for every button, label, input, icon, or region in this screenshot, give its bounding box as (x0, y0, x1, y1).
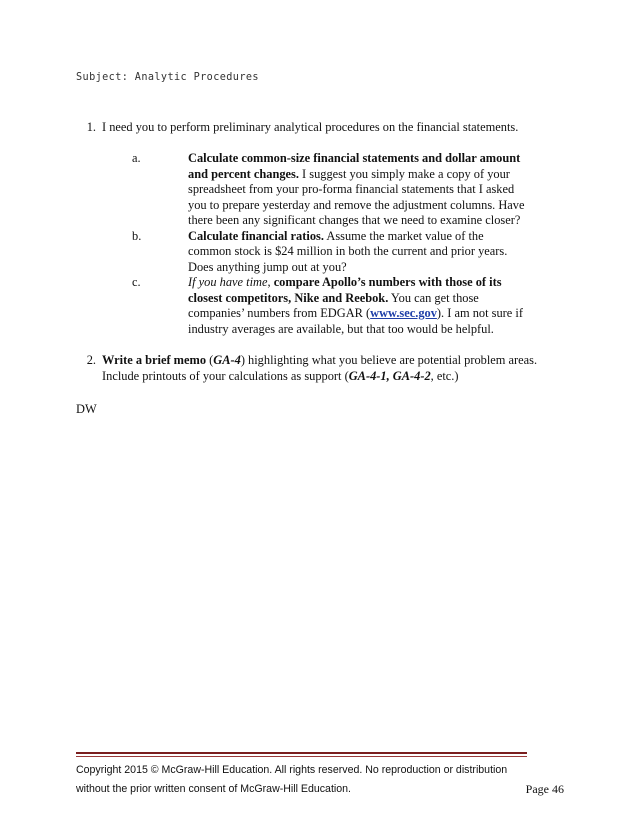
italic-phrase: If you have time (188, 275, 268, 289)
list-item-2 (76, 353, 546, 384)
list-number: 1. (86, 120, 96, 134)
sublist-letter: c. (132, 275, 141, 289)
sublist-text (188, 151, 530, 229)
bold-instruction: Calculate common-size financial statements and dollar amount and percent changes. (188, 151, 521, 181)
copyright-line-2: without the prior written consent of McGraw-Hill Education. (76, 783, 351, 795)
sublist-letter: b. (132, 228, 142, 243)
sublist-text (188, 229, 530, 276)
list-item-text (102, 353, 546, 384)
instruction-detail: Assume the market value of the common stock is $24 million in both the current and prior years. Does anything jump out at you? (188, 228, 508, 274)
memo-reference: GA-4 (213, 353, 241, 367)
bold-instruction: compare Apollo’s numbers with those of its closest competitors, Nike and Reebok. (188, 275, 502, 305)
footer (76, 761, 564, 799)
bold-instruction: Calculate financial ratios. (188, 228, 324, 243)
list-item-1 (76, 120, 546, 136)
sec-link[interactable]: www.sec.gov (370, 306, 437, 320)
subject-line: Subject: Analytic Procedures (76, 72, 259, 83)
instruction-detail-end: ). I am not sure if industry averages are available, but that too would be helpful. (188, 306, 523, 336)
sublist-item-c (130, 275, 530, 337)
sublist-item-a (130, 151, 530, 229)
signature: DW (76, 402, 97, 416)
instruction-detail: I suggest you simply make a copy of your spreadsheet from your pro-forma financial statements that I asked you to prepare yesterday and remove the adjustment columns. Have there been any significant changes that we need to examine closer? (188, 166, 525, 227)
separator: , (267, 275, 274, 289)
list-number: 2. (86, 353, 96, 367)
sublist-letter: a. (132, 151, 141, 165)
instruction-detail: You can get those companies’ numbers from EDGAR ( (188, 290, 479, 320)
bold-instruction: Write a brief memo (102, 353, 207, 367)
footer-rule (76, 752, 527, 754)
list-item-text: I need you to perform preliminary analytical procedures on the financial statements. (102, 120, 519, 134)
sublist (130, 151, 530, 337)
sublist-item-b (130, 229, 530, 276)
page-number: Page 46 (525, 782, 564, 796)
sublist-text (188, 275, 530, 337)
footer-rule-thin (76, 756, 527, 757)
workpaper-references: GA-4-1, GA-4-2 (348, 368, 431, 383)
copyright-line-1: Copyright 2015 © McGraw-Hill Education. All rights reserved. No reproduction or distribution (76, 764, 508, 776)
memo-detail-end: , etc.) (430, 368, 459, 383)
memo-detail: ) highlighting what you believe are potential problem areas. Include printouts of your calculations as support ( (102, 353, 538, 383)
paren-open: ( (206, 353, 214, 367)
